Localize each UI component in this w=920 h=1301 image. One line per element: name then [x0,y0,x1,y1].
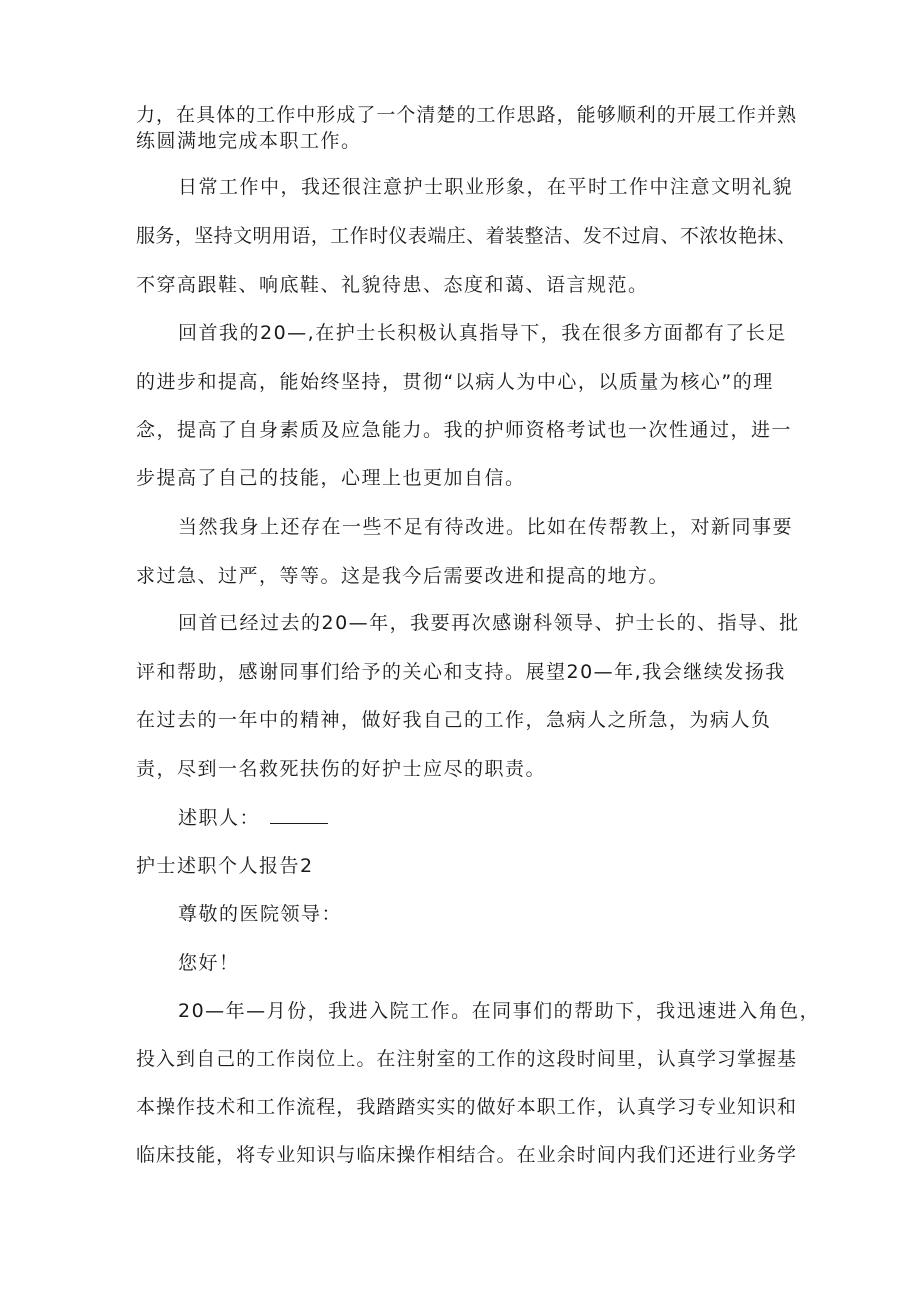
paragraph-line: 回首已经过去的20—年，我要再次感谢科领导、护士长的、指导、批 [178,612,800,634]
signature-blank [270,805,328,824]
paragraph-line: 在过去的一年中的精神，做好我自己的工作，急病人之所急，为病人负 [136,709,772,731]
paragraph-line: 临床技能，将专业知识与临床操作相结合。在业余时间内我们还进行业务学 [136,1144,796,1166]
paragraph-line: 念，提高了自身素质及应急能力。我的护师资格考试也一次性通过，进一 [136,419,793,441]
greeting: 您好！ [178,952,240,974]
signature-line [178,805,328,831]
paragraph-line: 责，尽到一名救死扶伤的好护士应尽的职责。 [136,758,547,780]
paragraph-line: 本操作技术和工作流程，我踏踏实实的做好本职工作，认真学习专业知识和 [136,1096,796,1118]
paragraph-line: 回首我的20—,在护士长积极认真指导下，我在很多方面都有了长足 [178,322,787,344]
paragraph-line: 的进步和提高，能始终坚持，贯彻“以病人为中心，以质量为核心”的理 [136,371,774,393]
paragraph-line: 投入到自己的工作岗位上。在注射室的工作的这段时间里，认真学习掌握基 [136,1048,796,1070]
paragraph-line: 力，在具体的工作中形成了一个清楚的工作思路，能够顺利的开展工作并熟 [136,104,796,126]
paragraph-line: 20—年—月份，我进入院工作。在同事们的帮助下，我迅速进入角色， [178,1000,821,1022]
signature-label: 述职人： [178,807,261,829]
paragraph-line: 不穿高跟鞋、响底鞋、礼貌待患、态度和蔼、语言规范。 [136,274,649,296]
paragraph-line: 服务，坚持文明用语，工作时仪表端庄、着装整洁、发不过肩、不浓妆艳抹、 [136,225,796,247]
paragraph-line: 当然我身上还存在一些不足有待改进。比如在传帮教上，对新同事要 [178,516,794,538]
paragraph-line: 步提高了自己的技能，心理上也更加自信。 [136,467,526,489]
paragraph-line: 求过急、过严，等等。这是我今后需要改进和提高的地方。 [136,565,670,587]
salutation: 尊敬的医院领导： [178,903,343,925]
paragraph-line: 练圆满地完成本职工作。 [136,130,362,152]
paragraph-line: 日常工作中，我还很注意护士职业形象，在平时工作中注意文明礼貌 [178,176,794,198]
paragraph-line: 评和帮助，感谢同事们给予的关心和支持。展望20—年,我会继续发扬我 [136,661,786,683]
section-heading: 护士述职个人报告2 [136,855,314,877]
